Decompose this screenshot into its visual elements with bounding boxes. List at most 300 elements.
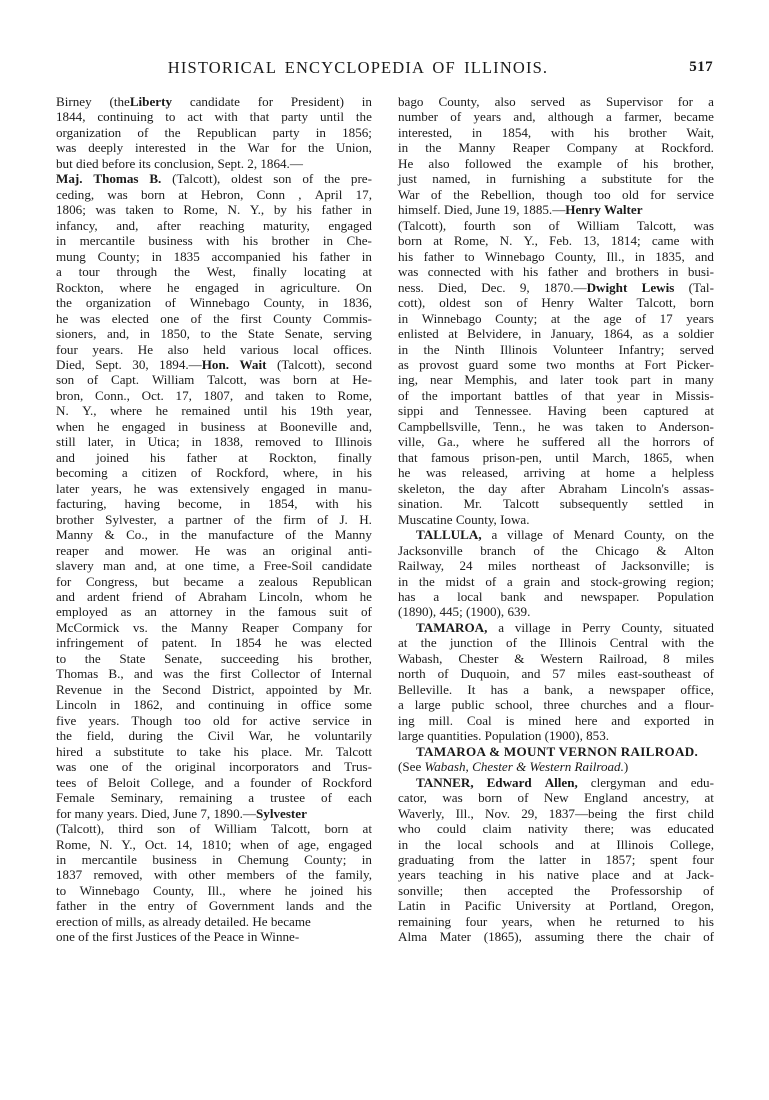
text-run: cator, — [398, 790, 427, 806]
text-run: exported — [644, 712, 690, 728]
text-run: manu- — [338, 480, 372, 496]
text-word — [398, 295, 425, 310]
text-run: at — [178, 186, 188, 202]
text-run: 1806; — [56, 202, 86, 218]
text-word — [546, 357, 566, 372]
text-run: 1844, — [56, 109, 86, 125]
text-word — [122, 419, 166, 434]
text-run: citizen — [141, 465, 177, 481]
text-word — [495, 311, 537, 326]
text-line — [56, 249, 372, 264]
text-run: in — [703, 496, 714, 512]
text-line — [398, 867, 714, 882]
text-word — [131, 713, 172, 728]
text-run: bank — [500, 589, 526, 604]
text-word — [56, 125, 121, 140]
text-run: in — [113, 681, 124, 697]
text-word — [116, 264, 157, 279]
text-run: (See — [398, 759, 425, 775]
text-word — [450, 109, 461, 124]
text-word — [698, 171, 714, 186]
text-word — [172, 171, 220, 186]
text-word — [509, 357, 537, 372]
text-run: where — [472, 434, 505, 450]
text-word — [499, 837, 538, 852]
text-word — [624, 527, 665, 542]
text-word — [292, 620, 343, 635]
text-word — [316, 388, 326, 403]
text-run: when — [685, 449, 714, 465]
text-run: born — [141, 186, 166, 202]
text-word — [95, 202, 115, 217]
text-run: released, — [461, 465, 509, 481]
text-word — [521, 481, 545, 496]
text-word — [335, 867, 372, 882]
text-word — [264, 558, 313, 573]
text-run: in — [159, 527, 170, 543]
text-word — [644, 713, 690, 728]
text-word — [424, 342, 440, 357]
text-word — [56, 450, 75, 465]
text-word — [458, 140, 495, 155]
text-run: son — [273, 171, 292, 187]
text-run: place — [591, 867, 620, 883]
text-word — [135, 558, 157, 573]
text-word — [240, 837, 268, 852]
text-run: 13, — [583, 233, 600, 249]
text-word — [159, 357, 229, 372]
text-word — [567, 140, 618, 155]
text-run: was — [425, 465, 447, 481]
text-run: he — [398, 465, 411, 481]
text-run: April — [314, 186, 343, 202]
text-run: followed — [464, 155, 512, 171]
text-word — [90, 759, 109, 774]
text-run: Jacksonville — [398, 542, 463, 558]
text-run: Oct. — [141, 387, 164, 403]
text-run: of — [87, 372, 99, 388]
text-word — [308, 867, 324, 882]
text-word — [56, 372, 74, 387]
text-run: Civil — [207, 728, 235, 744]
text-word — [686, 450, 714, 465]
text-word — [509, 852, 525, 867]
text-word — [142, 388, 164, 403]
text-run: hired — [56, 743, 83, 759]
text-run: and — [658, 774, 678, 790]
text-word — [362, 713, 372, 728]
text-run: Fort — [644, 356, 667, 372]
text-word — [98, 898, 108, 913]
text-run: was — [56, 759, 77, 775]
text-run: Chester — [458, 650, 499, 666]
text-run: Birney — [56, 94, 92, 109]
text-word — [606, 249, 624, 264]
text-word — [333, 326, 372, 341]
text-word — [703, 929, 714, 944]
text-run: of — [310, 666, 322, 682]
text-word — [588, 264, 607, 279]
text-run: and, — [513, 109, 536, 125]
text-word — [588, 682, 594, 697]
text-line — [56, 929, 372, 944]
text-run: He — [398, 155, 414, 171]
text-run: bago — [398, 94, 424, 109]
text-word — [581, 589, 640, 604]
text-run: the — [120, 898, 137, 914]
text-run: born — [324, 821, 349, 837]
text-run: the — [180, 527, 197, 543]
text-run: he — [133, 480, 146, 496]
text-line — [398, 233, 714, 248]
text-word — [442, 790, 462, 805]
text-run: He — [194, 542, 211, 558]
text-run: north — [398, 666, 426, 682]
text-word — [611, 233, 641, 248]
text-word — [677, 574, 714, 589]
text-word — [438, 666, 449, 681]
text-word — [448, 326, 457, 341]
text-word — [493, 419, 526, 434]
text-word — [93, 867, 142, 882]
text-word — [629, 125, 667, 140]
text-word — [487, 775, 532, 790]
text-run: Illinois — [500, 341, 538, 357]
text-word — [485, 806, 510, 821]
text-word — [619, 342, 665, 357]
text-run: (the — [109, 94, 130, 109]
text-word — [398, 419, 481, 434]
text-run: in — [361, 248, 372, 264]
text-word — [610, 635, 649, 650]
text-run: Rockford, — [215, 465, 269, 481]
text-word — [351, 171, 372, 186]
text-word — [398, 852, 454, 867]
text-word — [705, 403, 714, 418]
text-word — [175, 589, 186, 604]
text-word — [673, 620, 714, 635]
text-word — [602, 171, 652, 186]
text-run: Allen, — [544, 774, 578, 790]
text-word — [528, 713, 561, 728]
text-word — [551, 125, 574, 140]
text-run: a — [121, 465, 128, 481]
text-run: his — [150, 449, 166, 465]
text-run: then — [463, 882, 487, 898]
text-run: the — [355, 898, 372, 914]
text-run: a — [667, 697, 674, 713]
text-run: who — [398, 821, 421, 837]
text-run: County, — [624, 527, 666, 543]
text-word — [56, 651, 66, 666]
text-word — [178, 496, 222, 511]
text-run: Senate, — [164, 650, 203, 666]
text-run: Ga., — [437, 434, 460, 450]
text-word — [304, 264, 346, 279]
text-word — [398, 326, 439, 341]
text-run: large — [414, 697, 441, 713]
text-word — [298, 651, 313, 666]
text-run: He — [137, 341, 154, 357]
text-word — [315, 187, 343, 202]
text-run: of — [189, 821, 201, 837]
text-run: after — [520, 480, 545, 496]
text-run: and — [439, 403, 459, 419]
text-run: year, — [346, 403, 372, 419]
text-run: his — [522, 264, 539, 280]
text-run: although — [547, 109, 594, 125]
text-run: father — [423, 248, 455, 264]
text-run: the — [173, 264, 190, 280]
text-run: he — [155, 403, 168, 419]
text-run: Manny — [56, 527, 94, 543]
text-run: too — [184, 712, 201, 728]
text-word — [166, 558, 175, 573]
text-line — [398, 790, 714, 805]
text-word — [250, 109, 270, 124]
text-run: entry — [147, 898, 175, 914]
text-run: 1854, — [501, 124, 532, 140]
text-run: time, — [213, 558, 240, 574]
text-run: the — [424, 836, 441, 852]
text-word — [221, 651, 279, 666]
text-run: number — [398, 109, 438, 125]
text-word — [82, 852, 137, 867]
text-run: Winnebago — [79, 882, 140, 898]
text-word — [548, 264, 579, 279]
text-word — [277, 357, 325, 372]
text-word — [485, 574, 496, 589]
text-run: a — [398, 697, 404, 713]
text-line — [56, 883, 372, 898]
text-word — [668, 264, 678, 279]
text-line — [56, 465, 372, 480]
text-run: still — [56, 434, 76, 450]
text-word — [531, 94, 565, 109]
text-word — [576, 357, 615, 372]
text-run: substitute — [601, 171, 652, 187]
text-run: (Talcott), — [398, 217, 447, 233]
text-word — [56, 311, 68, 326]
text-run: Mater — [439, 929, 472, 945]
text-run: the — [628, 805, 645, 821]
text-run: Maj. — [56, 171, 83, 187]
text-run: his — [356, 882, 372, 898]
text-run: Y., — [523, 233, 538, 249]
text-run: a — [708, 94, 714, 109]
text-line — [56, 372, 372, 387]
text-word — [118, 821, 143, 836]
text-word — [322, 558, 372, 573]
text-word — [342, 125, 372, 140]
text-word — [616, 914, 660, 929]
text-line — [56, 280, 372, 295]
text-word — [592, 450, 629, 465]
text-run: infringement — [56, 635, 124, 651]
text-word — [398, 249, 413, 264]
text-run: erection of mills, as already detailed. He became — [56, 913, 311, 929]
text-word — [507, 574, 513, 589]
text-word — [199, 218, 244, 233]
text-word — [56, 527, 93, 542]
text-run: party — [281, 109, 309, 125]
text-line — [398, 496, 714, 511]
text-word — [317, 481, 327, 496]
text-run: of — [190, 310, 202, 326]
text-run: tour — [78, 264, 100, 280]
text-word — [691, 233, 714, 248]
text-word — [249, 728, 273, 743]
text-run: organization — [56, 124, 122, 140]
text-word — [213, 311, 229, 326]
text-word — [257, 187, 285, 202]
text-run: spent — [649, 851, 678, 867]
text-run: at — [704, 790, 714, 806]
text-run: the — [425, 140, 442, 156]
text-word — [704, 496, 714, 511]
text-word — [322, 775, 371, 790]
text-run: Henry Walter — [565, 202, 643, 218]
text-run: that — [584, 387, 605, 403]
text-word — [362, 249, 372, 264]
text-run: he — [589, 913, 602, 929]
text-run: in — [703, 712, 714, 728]
text-word — [293, 372, 317, 387]
text-word — [216, 465, 269, 480]
text-word — [126, 527, 148, 542]
text-word — [56, 140, 76, 155]
text-word — [190, 295, 250, 310]
text-word — [680, 342, 714, 357]
text-run: finally — [252, 264, 287, 280]
text-word — [329, 682, 342, 697]
text-word — [138, 342, 153, 357]
text-run: Collector — [251, 666, 300, 682]
text-run: mill. — [428, 712, 454, 728]
text-run: man — [103, 558, 126, 574]
text-word — [496, 867, 506, 882]
text-run: by — [273, 202, 287, 218]
text-run: in — [98, 898, 109, 914]
text-word — [357, 496, 372, 511]
text-run: schools — [499, 836, 539, 852]
text-run: Illinois — [334, 434, 372, 450]
text-run: 1864, — [603, 326, 633, 342]
text-run: Oct. — [144, 836, 167, 852]
text-word — [301, 775, 312, 790]
text-run: in — [471, 124, 483, 140]
text-word — [242, 620, 279, 635]
text-word — [56, 728, 72, 743]
text-word — [398, 697, 404, 712]
text-line — [56, 450, 372, 465]
text-run: (Talcott), — [276, 356, 326, 372]
text-run: but — [152, 573, 170, 589]
text-run: in — [191, 434, 202, 450]
text-word — [584, 790, 628, 805]
text-run: of — [552, 527, 564, 543]
text-word — [356, 280, 372, 295]
text-run: ing — [398, 712, 415, 728]
text-word — [56, 326, 96, 341]
text-word — [56, 295, 72, 310]
text-run: ancestry, — [643, 790, 690, 806]
text-word — [440, 403, 459, 418]
text-word — [254, 280, 264, 295]
text-run: in — [197, 140, 208, 156]
text-run: at — [398, 635, 408, 651]
text-run: for — [241, 712, 258, 728]
text-word — [514, 651, 524, 666]
text-word — [56, 682, 102, 697]
text-word — [80, 233, 135, 248]
text-run: William — [576, 217, 620, 233]
text-word — [668, 697, 674, 712]
text-run: zealous — [258, 573, 298, 589]
text-run: in — [361, 712, 372, 728]
text-run: his — [593, 124, 610, 140]
text-line — [398, 682, 714, 697]
text-word — [425, 140, 441, 155]
text-run: that — [249, 109, 270, 125]
text-run: years — [398, 867, 426, 883]
text-line — [56, 775, 372, 790]
text-line — [56, 326, 372, 341]
text-word — [594, 125, 609, 140]
text-word — [258, 419, 267, 434]
text-run: and — [521, 666, 541, 682]
text-run: one of the first Justices of the Peace in Winne- — [56, 929, 300, 945]
text-run: to — [165, 109, 176, 125]
text-word — [269, 450, 317, 465]
text-run: become, — [178, 496, 223, 512]
text-word — [189, 821, 200, 836]
text-word — [336, 357, 372, 372]
text-word — [491, 682, 508, 697]
text-word — [280, 419, 337, 434]
text-run: local — [293, 341, 319, 357]
text-run: Free-Soil — [263, 558, 313, 574]
text-word — [56, 589, 75, 604]
text-line — [56, 512, 372, 527]
text-run: has — [490, 681, 509, 697]
text-word — [203, 342, 226, 357]
text-word — [506, 713, 515, 728]
text-run: father — [56, 898, 87, 914]
text-run: public — [451, 697, 485, 713]
text-run: Illinois — [616, 836, 654, 852]
text-word — [56, 883, 66, 898]
text-run: latter — [539, 851, 567, 867]
text-line — [398, 651, 714, 666]
text-word — [545, 775, 578, 790]
text-run: as — [398, 356, 409, 372]
text-run: removed — [255, 434, 301, 450]
text-line — [398, 635, 714, 650]
text-run: Alton — [684, 542, 714, 558]
text-run: in — [398, 836, 409, 852]
text-word — [547, 914, 575, 929]
text-word — [87, 589, 120, 604]
text-run: mower. — [139, 542, 179, 558]
text-word — [621, 481, 669, 496]
text-word — [560, 372, 583, 387]
text-run: Ill., — [606, 248, 625, 264]
text-word — [698, 527, 714, 542]
text-word — [335, 527, 372, 542]
text-word — [398, 883, 443, 898]
text-word — [684, 543, 714, 558]
